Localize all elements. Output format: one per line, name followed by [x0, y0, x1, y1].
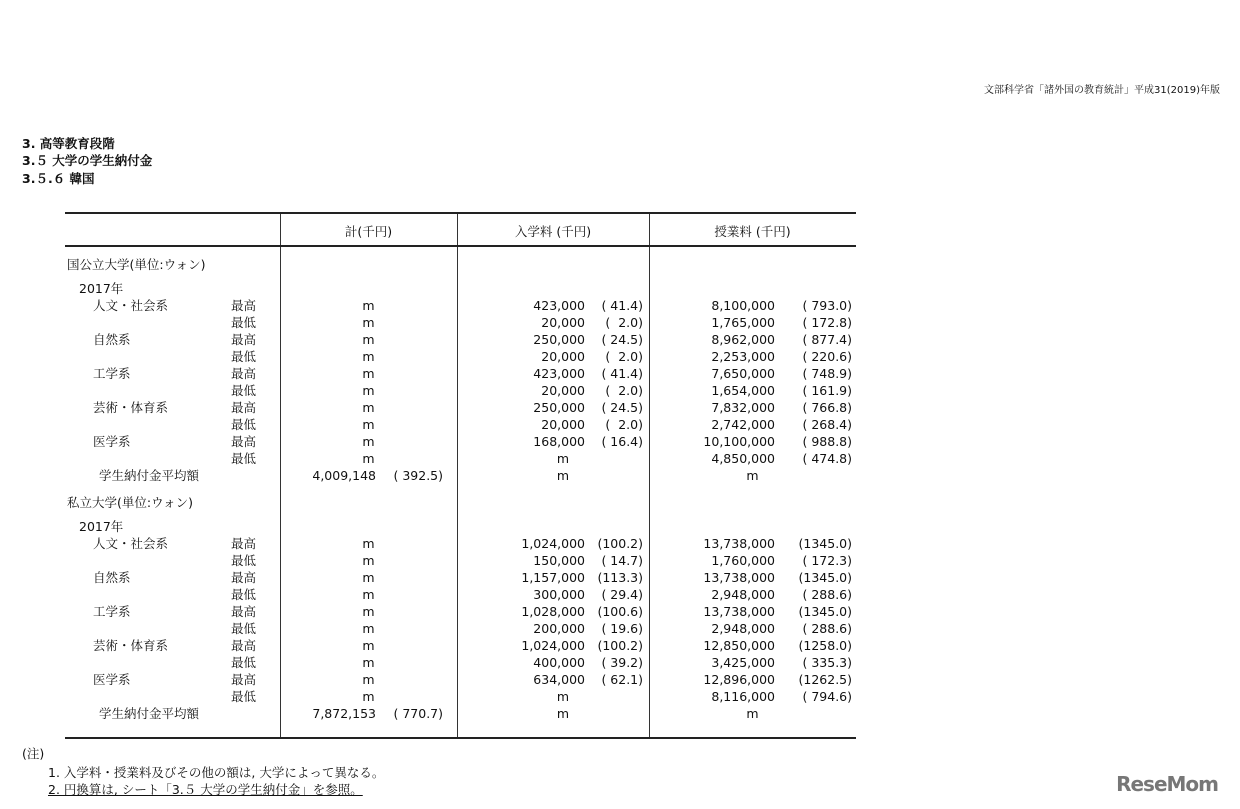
field-label: 人文・社会系: [93, 536, 169, 551]
total-value: m: [362, 366, 375, 381]
average-entry-fee: m: [556, 706, 570, 721]
section-header: [65, 494, 856, 511]
field-label: 芸術・体育系: [93, 638, 169, 653]
total-value: m: [362, 315, 375, 330]
entry-fee-yen: ( 24.5): [601, 332, 643, 347]
tuition-value: 4,850,000: [711, 451, 775, 466]
total-value: m: [362, 332, 375, 347]
max-min-label: 最高: [231, 604, 257, 619]
tuition-yen: ( 288.6): [802, 587, 852, 602]
entry-fee-value: 423,000: [533, 366, 585, 381]
field-label: 医学系: [93, 672, 131, 687]
tuition-value: 2,253,000: [711, 349, 775, 364]
tuition-yen: ( 172.8): [802, 315, 852, 330]
max-min-label: 最低: [231, 689, 257, 704]
average-row: [65, 705, 856, 722]
tuition-value: 12,896,000: [703, 672, 775, 687]
max-min-label: 最低: [231, 621, 257, 636]
entry-fee-yen: ( 62.1): [601, 672, 643, 687]
tuition-value: 7,650,000: [711, 366, 775, 381]
column-header-total: 計(千円): [344, 224, 393, 239]
total-value: m: [362, 689, 375, 704]
total-value: m: [362, 383, 375, 398]
table-row: [65, 450, 856, 467]
total-value: m: [362, 400, 375, 415]
tuition-yen: ( 877.4): [802, 332, 852, 347]
average-tuition: m: [746, 706, 759, 721]
max-min-label: 最低: [231, 655, 257, 670]
field-label: 芸術・体育系: [93, 400, 169, 415]
field-label: 医学系: [93, 434, 131, 449]
tuition-yen: (1258.0): [798, 638, 852, 653]
total-value: m: [362, 417, 375, 432]
entry-fee-value: 20,000: [541, 349, 585, 364]
entry-fee-value: 20,000: [541, 383, 585, 398]
entry-fee-yen: (100.6): [597, 604, 643, 619]
field-label: 人文・社会系: [93, 298, 169, 313]
tuition-value: 8,116,000: [711, 689, 775, 704]
entry-fee-value: 200,000: [533, 621, 585, 636]
field-label: 自然系: [93, 570, 131, 585]
tuition-value: 13,738,000: [703, 536, 775, 551]
header-divider: [65, 245, 856, 247]
max-min-label: 最低: [231, 417, 257, 432]
max-min-label: 最低: [231, 587, 257, 602]
tuition-yen: ( 268.4): [802, 417, 852, 432]
tuition-yen: ( 766.8): [802, 400, 852, 415]
tuition-yen: ( 988.8): [802, 434, 852, 449]
section-title: 国公立大学(単位:ウォン): [67, 257, 206, 272]
table-row: [65, 569, 856, 586]
tuition-value: 2,948,000: [711, 587, 775, 602]
tuition-yen: ( 335.3): [802, 655, 852, 670]
tuition-value: 2,742,000: [711, 417, 775, 432]
entry-fee-yen: ( 19.6): [601, 621, 643, 636]
section-title: 私立大学(単位:ウォン): [67, 495, 193, 510]
table-row: [65, 399, 856, 416]
max-min-label: 最低: [231, 383, 257, 398]
table-row: [65, 382, 856, 399]
table-row: [65, 620, 856, 637]
total-value: m: [362, 587, 375, 602]
entry-fee-value: 1,157,000: [521, 570, 585, 585]
source-citation: 文部科学省「諸外国の教育統計」平成31(2019)年版: [984, 85, 1220, 96]
tuition-value: 10,100,000: [703, 434, 775, 449]
max-min-label: 最高: [231, 332, 257, 347]
tuition-yen: ( 793.0): [802, 298, 852, 313]
tuition-value: 8,962,000: [711, 332, 775, 347]
max-min-label: 最高: [231, 298, 257, 313]
tuition-yen: (1345.0): [798, 604, 852, 619]
entry-fee-yen: ( 41.4): [601, 298, 643, 313]
total-value: m: [362, 434, 375, 449]
tuition-value: 1,760,000: [711, 553, 775, 568]
average-label: 学生納付金平均額: [99, 468, 200, 483]
tuition-value: 2,948,000: [711, 621, 775, 636]
entry-fee-value: 150,000: [533, 553, 585, 568]
table-row: [65, 671, 856, 688]
tuition-value: 8,100,000: [711, 298, 775, 313]
tuition-value: 13,738,000: [703, 570, 775, 585]
max-min-label: 最低: [231, 553, 257, 568]
table-row: [65, 314, 856, 331]
year-row: [65, 280, 856, 297]
entry-fee-value: 20,000: [541, 417, 585, 432]
total-value: m: [362, 570, 375, 585]
tuition-yen: (1345.0): [798, 536, 852, 551]
entry-fee-value: 1,028,000: [521, 604, 585, 619]
tuition-value: 1,765,000: [711, 315, 775, 330]
max-min-label: 最高: [231, 536, 257, 551]
tuition-table: [65, 212, 856, 739]
note-2[interactable]: 2. 円換算は, シート「3.５ 大学の学生納付金」を参照。: [48, 782, 363, 797]
table-row: [65, 552, 856, 569]
entry-fee-yen: ( 2.0): [605, 349, 643, 364]
average-total-value: 4,009,148: [312, 468, 376, 483]
max-min-label: 最低: [231, 315, 257, 330]
entry-fee-value: 20,000: [541, 315, 585, 330]
average-total-yen: ( 392.5): [393, 468, 443, 483]
column-header-tuition: 授業料 (千円): [714, 224, 791, 239]
tuition-yen: (1345.0): [798, 570, 852, 585]
table-row: [65, 586, 856, 603]
entry-fee-value: 300,000: [533, 587, 585, 602]
table-row: [65, 603, 856, 620]
max-min-label: 最高: [231, 638, 257, 653]
average-entry-fee: m: [556, 468, 570, 483]
average-label: 学生納付金平均額: [99, 706, 200, 721]
max-min-label: 最低: [231, 451, 257, 466]
table-row: [65, 654, 856, 671]
table-row: [65, 416, 856, 433]
tuition-value: 13,738,000: [703, 604, 775, 619]
tuition-yen: ( 220.6): [802, 349, 852, 364]
note-1: 1. 入学料・授業料及びその他の額は, 大学によって異なる。: [48, 765, 385, 780]
entry-fee-yen: (113.3): [597, 570, 643, 585]
entry-fee-yen: ( 24.5): [601, 400, 643, 415]
heading-subsection: 3.５.６ 韓国: [22, 171, 95, 186]
entry-fee-yen: ( 2.0): [605, 417, 643, 432]
table-row: [65, 688, 856, 705]
entry-fee-yen: ( 16.4): [601, 434, 643, 449]
tuition-yen: ( 172.3): [802, 553, 852, 568]
heading-section: 3.５ 大学の学生納付金: [22, 153, 153, 168]
entry-fee-value: 168,000: [533, 434, 585, 449]
entry-fee-yen: ( 41.4): [601, 366, 643, 381]
entry-fee-value: 250,000: [533, 400, 585, 415]
tuition-yen: ( 288.6): [802, 621, 852, 636]
column-header-entry-fee: 入学料 (千円): [514, 224, 592, 239]
max-min-label: 最低: [231, 349, 257, 364]
year-label: 2017年: [79, 281, 124, 296]
total-value: m: [362, 604, 375, 619]
table-row: [65, 297, 856, 314]
table-row: [65, 535, 856, 552]
tuition-yen: (1262.5): [798, 672, 852, 687]
tuition-value: 1,654,000: [711, 383, 775, 398]
max-min-label: 最高: [231, 672, 257, 687]
average-tuition: m: [746, 468, 759, 483]
total-value: m: [362, 638, 375, 653]
average-total-value: 7,872,153: [312, 706, 376, 721]
entry-fee-yen: ( 2.0): [605, 315, 643, 330]
table-row: [65, 365, 856, 382]
total-value: m: [362, 451, 375, 466]
table-row: [65, 637, 856, 654]
total-value: m: [362, 655, 375, 670]
max-min-label: 最高: [231, 400, 257, 415]
resemom-logo: ReseMom: [1116, 772, 1218, 796]
max-min-label: 最高: [231, 434, 257, 449]
notes-title: (注): [22, 746, 45, 761]
total-value: m: [362, 349, 375, 364]
entry-fee-yen: ( 2.0): [605, 383, 643, 398]
total-value: m: [362, 672, 375, 687]
tuition-yen: ( 748.9): [802, 366, 852, 381]
entry-fee-yen: (100.2): [597, 638, 643, 653]
field-label: 工学系: [93, 366, 131, 381]
table-row: [65, 348, 856, 365]
entry-fee-value: m: [556, 451, 570, 466]
table-row: [65, 331, 856, 348]
tuition-yen: ( 474.8): [802, 451, 852, 466]
table-row: [65, 433, 856, 450]
entry-fee-yen: ( 39.2): [601, 655, 643, 670]
max-min-label: 最高: [231, 570, 257, 585]
tuition-value: 12,850,000: [703, 638, 775, 653]
tuition-value: 7,832,000: [711, 400, 775, 415]
average-total-yen: ( 770.7): [393, 706, 443, 721]
entry-fee-value: m: [556, 689, 570, 704]
entry-fee-value: 400,000: [533, 655, 585, 670]
tuition-value: 3,425,000: [711, 655, 775, 670]
total-value: m: [362, 553, 375, 568]
section-header: [65, 256, 856, 273]
tuition-yen: ( 794.6): [802, 689, 852, 704]
entry-fee-yen: ( 29.4): [601, 587, 643, 602]
entry-fee-value: 634,000: [533, 672, 585, 687]
field-label: 工学系: [93, 604, 131, 619]
tuition-yen: ( 161.9): [802, 383, 852, 398]
total-value: m: [362, 536, 375, 551]
entry-fee-value: 1,024,000: [521, 638, 585, 653]
field-label: 自然系: [93, 332, 131, 347]
year-row: [65, 518, 856, 535]
entry-fee-value: 423,000: [533, 298, 585, 313]
entry-fee-yen: ( 14.7): [601, 553, 643, 568]
entry-fee-yen: (100.2): [597, 536, 643, 551]
entry-fee-value: 1,024,000: [521, 536, 585, 551]
heading-chapter: 3. 高等教育段階: [22, 136, 115, 151]
entry-fee-value: 250,000: [533, 332, 585, 347]
total-value: m: [362, 621, 375, 636]
total-value: m: [362, 298, 375, 313]
average-row: [65, 467, 856, 484]
year-label: 2017年: [79, 519, 124, 534]
max-min-label: 最高: [231, 366, 257, 381]
